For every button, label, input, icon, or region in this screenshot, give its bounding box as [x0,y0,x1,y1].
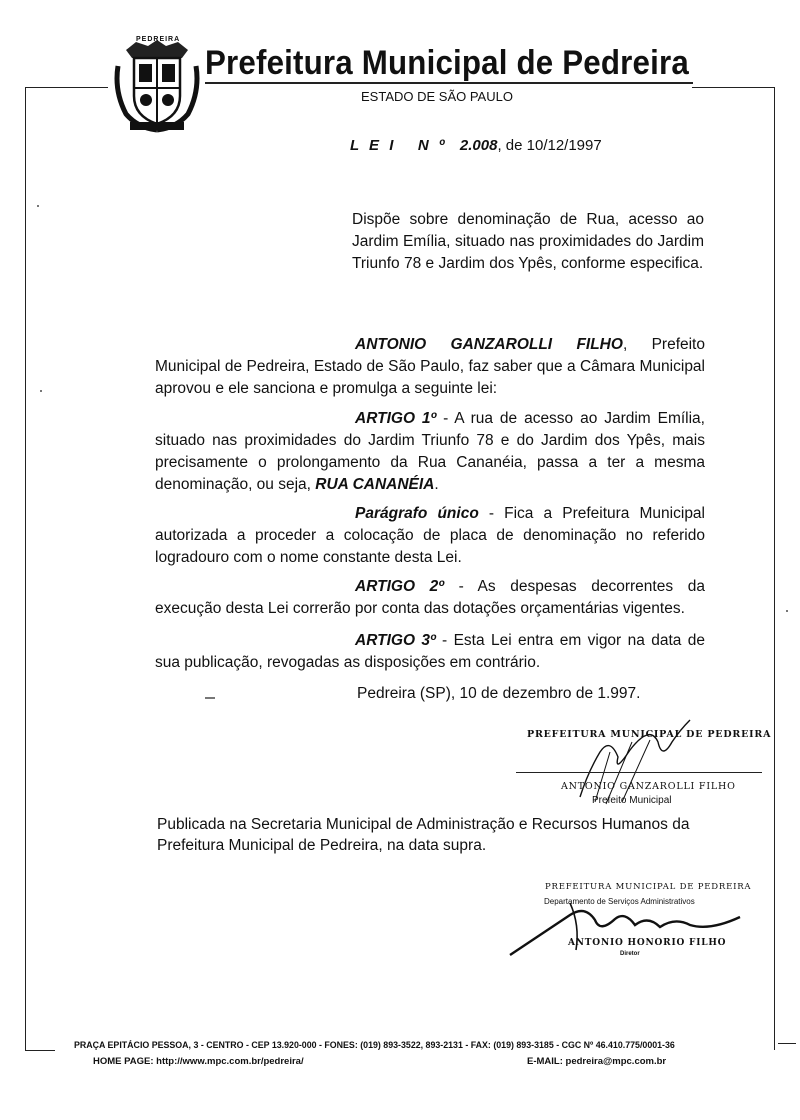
law-summary: Dispõe sobre denominação de Rua, acesso ao Jardim Emília, situado nas proximidades do Jardim Triunfo 78 e Jardim dos Ypês, conforme especifica. [352,211,704,272]
signature-2-stamp: PREFEITURA MUNICIPAL DE PEDREIRA [545,882,752,892]
place-date: Pedreira (SP), 10 de dezembro de 1.997. [357,685,641,702]
page-border-left [25,87,26,1050]
law-number: 2.008 [459,137,498,154]
signature-1-stamp: PREFEITURA MUNICIPAL DE PEDREIRA [527,729,772,740]
page-border-right [774,87,775,1050]
article-2 [155,576,705,620]
signature-2-name: ANTONIO HONORIO FILHO [568,938,727,948]
signature-2-role: Diretor [620,951,640,957]
law-number-line [350,137,602,154]
article-1-label: ARTIGO 1º [355,410,437,427]
article-3 [155,630,705,674]
paragraph-label: Parágrafo único [355,505,479,522]
paragraph-text: - Fica a Prefeitura Municipal autorizada a proceder a colocação de placa de denominação no referido logradouro com o nome constante desta Lei. [155,505,705,566]
scan-speck [37,205,39,207]
mayor-name: ANTONIO GANZAROLLI FILHO [355,336,623,353]
crest-label: PEDREIRA [136,36,181,43]
scan-speck [40,390,42,392]
article-1-text: - A rua de acesso ao Jardim Emília, situado nas proximidades do Jardim Triunfo 78 e do Jardim dos Ypês, mais precisamente o prolongamento da Rua Cananéia, passa a ter a mesma denominação, ou seja, [155,410,705,493]
page-border-bottom-right [778,1043,796,1044]
article-3-text: - Esta Lei entra em vigor na data de sua publicação, revogadas as disposições em contrário. [155,632,705,671]
law-date: , de 10/12/1997 [497,137,602,154]
law-prefix: L E I N º [350,137,448,154]
signature-1-role: Prefeito Municipal [592,795,672,806]
intro-paragraph [155,334,705,400]
article-1 [155,408,705,496]
scan-speck [205,697,215,699]
street-name: RUA CANANÉIA [315,476,435,493]
coat-of-arms-logo [112,36,202,134]
article-2-text: - As despesas decorrentes da execução desta Lei correrão por conta das dotações orçamentárias vigentes. [155,578,705,617]
publication-note: Publicada na Secretaria Municipal de Administração e Recursos Humanos da Prefeitura Municipal de Pedreira, na data supra. [157,816,690,854]
signature-1-line [516,772,762,773]
footer-address: PRAÇA EPITÁCIO PESSOA, 3 - CENTRO - CEP 13.920-000 - FONES: (019) 893-3522, 893-2131 - FAX: (019) 893-3185 - CGC Nº 46.410.775/0001-36 [74,1040,675,1051]
footer-email: E-MAIL: pedreira@mpc.com.br [527,1056,667,1067]
page-border-top [25,87,108,88]
article-1-end: . [434,476,439,493]
title-underline [205,82,693,84]
page-title: Prefeitura Municipal de Pedreira [205,44,689,82]
state-subtitle: ESTADO DE SÃO PAULO [361,89,513,104]
intro-text: , Prefeito Municipal de Pedreira, Estado de São Paulo, faz saber que a Câmara Municipal aprovou e ele sanciona e promulga a seguinte lei: [155,336,705,397]
signature-2-dept: Departamento de Serviços Administrativos [544,897,695,906]
page-border-top-right [692,87,774,88]
article-3-label: ARTIGO 3º [355,632,436,649]
article-2-label: ARTIGO 2º [355,578,444,595]
scan-speck [786,610,788,612]
footer-homepage: HOME PAGE: http://www.mpc.com.br/pedreira/ [93,1056,304,1067]
paragraph-unico [155,503,705,569]
signature-1-name: ANTONIO GANZAROLLI FILHO [561,781,736,792]
page-border-bottom-left [25,1050,55,1051]
